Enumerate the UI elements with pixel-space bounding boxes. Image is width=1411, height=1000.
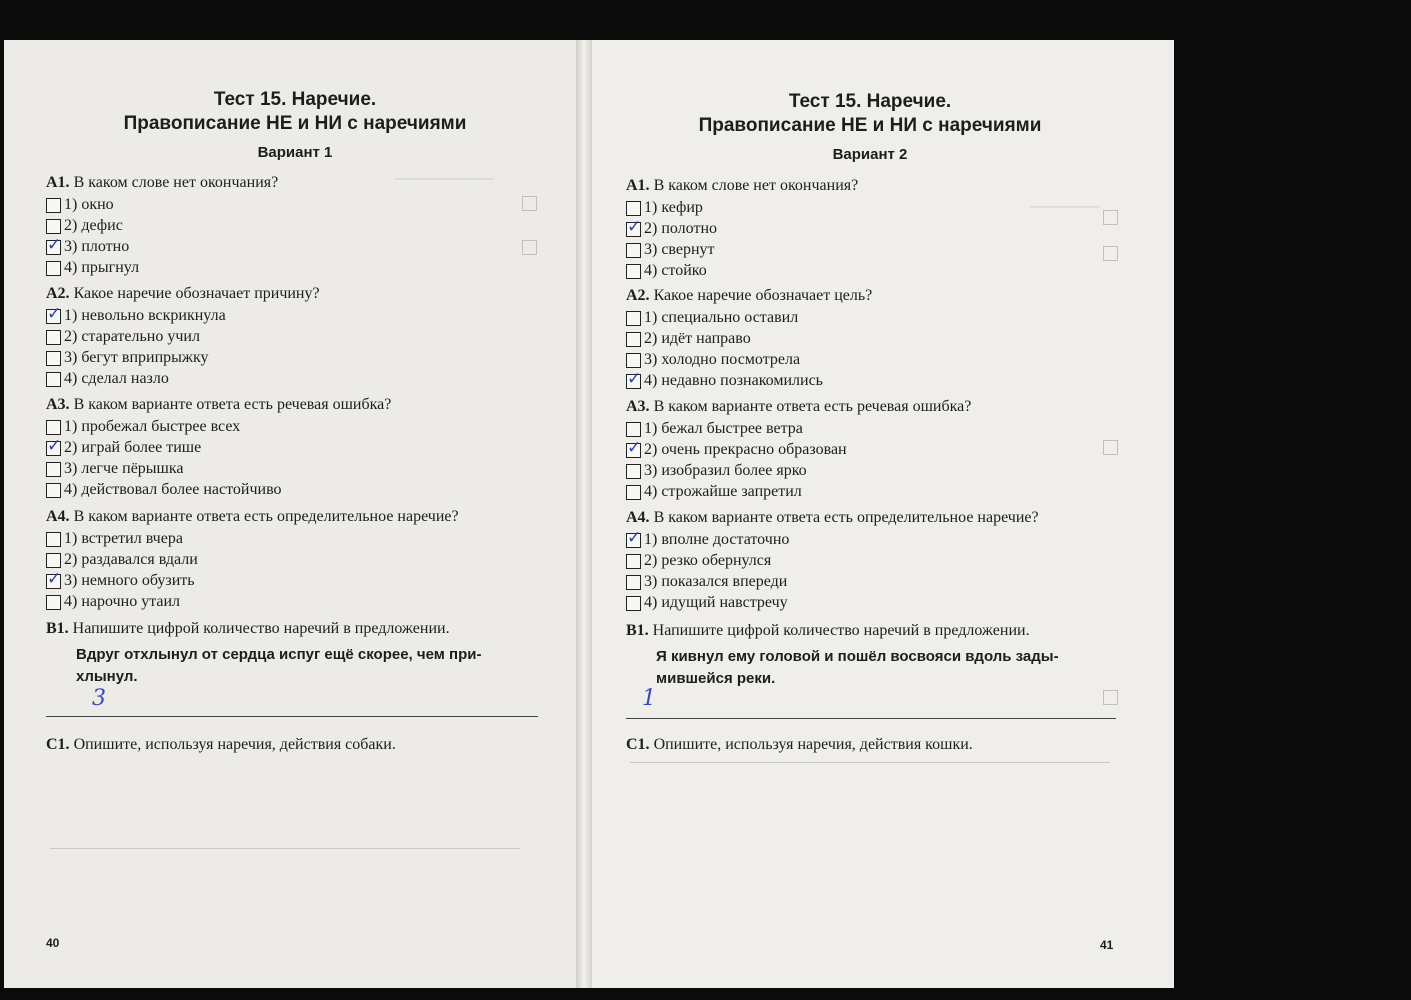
option-label: 4) идущий навстречу bbox=[644, 594, 788, 611]
answer-option[interactable] bbox=[46, 328, 200, 346]
answer-option[interactable] bbox=[46, 439, 201, 457]
checkbox[interactable] bbox=[46, 483, 61, 498]
answer-option[interactable] bbox=[626, 420, 803, 438]
answer-option[interactable] bbox=[626, 531, 789, 549]
option-label: 1) встретил вчера bbox=[64, 530, 183, 547]
checkbox[interactable] bbox=[626, 243, 641, 258]
option-label: 2) полотно bbox=[644, 220, 718, 237]
answer-option[interactable] bbox=[626, 573, 787, 591]
bleed-through-box bbox=[522, 196, 537, 211]
option-label: 3) изобразил более ярко bbox=[644, 462, 807, 479]
answer-option[interactable] bbox=[46, 593, 180, 611]
checkbox[interactable] bbox=[46, 553, 61, 568]
answer-option[interactable] bbox=[46, 217, 123, 235]
answer-option[interactable] bbox=[46, 481, 282, 499]
page-number: 41 bbox=[1100, 938, 1114, 952]
option-label: 2) очень прекрасно образован bbox=[644, 441, 847, 458]
question-3: А3. В каком варианте ответа есть речевая ошибка? bbox=[626, 398, 972, 415]
option-label: 3) бегут вприпрыжку bbox=[64, 349, 209, 366]
question-2: А2. Какое наречие обозначает причину? bbox=[46, 285, 320, 302]
question-c1: С1. Опишите, используя наречия, действия собаки. bbox=[46, 736, 396, 753]
question-1: А1. В каком слове нет окончания? bbox=[46, 174, 279, 191]
checkbox[interactable] bbox=[46, 261, 61, 276]
question-b1: В1. Напишите цифрой количество наречий в предложении. bbox=[46, 620, 450, 637]
checkbox[interactable] bbox=[626, 575, 641, 590]
checkbox[interactable] bbox=[626, 264, 641, 279]
checkbox[interactable] bbox=[626, 422, 641, 437]
answer-option[interactable] bbox=[626, 220, 717, 238]
book-spine bbox=[576, 40, 592, 988]
b1-sentence: Вдруг отхлынул от сердца испуг ещё скорее, чем при- хлынул. bbox=[76, 646, 482, 685]
option-label: 4) недавно познакомились bbox=[644, 372, 823, 389]
answer-option[interactable] bbox=[46, 238, 129, 256]
option-label: 1) невольно вскрикнула bbox=[64, 307, 226, 324]
handwritten-answer: 1 bbox=[642, 686, 656, 711]
checked-checkbox[interactable] bbox=[46, 240, 61, 255]
checked-checkbox[interactable] bbox=[46, 309, 61, 324]
answer-option[interactable] bbox=[46, 349, 209, 367]
option-label: 4) строжайше запретил bbox=[644, 483, 802, 500]
answer-option[interactable] bbox=[626, 441, 847, 459]
answer-option[interactable] bbox=[626, 309, 798, 327]
answer-option[interactable] bbox=[46, 460, 184, 478]
option-label: 1) вполне достаточно bbox=[644, 531, 790, 548]
variant-label: Вариант 2 bbox=[832, 146, 908, 163]
option-label: 2) старательно учил bbox=[64, 328, 200, 345]
checked-checkbox[interactable] bbox=[626, 443, 641, 458]
handwritten-answer: 3 bbox=[92, 686, 106, 711]
checkbox[interactable] bbox=[46, 595, 61, 610]
bleed-through-box bbox=[1103, 440, 1118, 455]
checkbox[interactable] bbox=[46, 198, 61, 213]
pencil-line bbox=[630, 762, 1110, 763]
option-label: 4) прыгнул bbox=[64, 259, 140, 276]
answer-option[interactable] bbox=[626, 330, 751, 348]
option-label: 4) стойко bbox=[644, 262, 707, 279]
answer-option[interactable] bbox=[46, 196, 114, 214]
question-4: А4. В каком варианте ответа есть определительное наречие? bbox=[46, 508, 459, 525]
checked-checkbox[interactable] bbox=[626, 374, 641, 389]
checkbox[interactable] bbox=[626, 311, 641, 326]
variant-label: Вариант 1 bbox=[257, 144, 333, 161]
answer-option[interactable] bbox=[626, 483, 802, 501]
answer-line bbox=[626, 718, 1116, 719]
option-label: 2) раздавался вдали bbox=[64, 551, 198, 568]
checked-checkbox[interactable] bbox=[46, 574, 61, 589]
option-label: 3) плотно bbox=[64, 238, 130, 255]
option-label: 1) кефир bbox=[644, 199, 703, 216]
question-4: А4. В каком варианте ответа есть определительное наречие? bbox=[626, 509, 1039, 526]
option-label: 1) бежал быстрее ветра bbox=[644, 420, 803, 437]
answer-option[interactable] bbox=[46, 259, 139, 277]
option-label: 3) свернут bbox=[644, 241, 715, 258]
checked-checkbox[interactable] bbox=[46, 441, 61, 456]
option-label: 4) действовал более настойчиво bbox=[64, 481, 282, 498]
checkbox[interactable] bbox=[46, 462, 61, 477]
checkbox[interactable] bbox=[626, 554, 641, 569]
question-b1: В1. Напишите цифрой количество наречий в предложении. bbox=[626, 622, 1030, 639]
option-label: 2) дефис bbox=[64, 217, 123, 234]
pencil-line bbox=[50, 848, 520, 849]
b1-sentence: Я кивнул ему головой и пошёл восвояси вдоль зады- мившейся реки. bbox=[656, 648, 1059, 687]
bleed-through-box bbox=[1103, 246, 1118, 261]
answer-option[interactable] bbox=[46, 551, 198, 569]
answer-option[interactable] bbox=[46, 370, 169, 388]
answer-option[interactable] bbox=[626, 241, 715, 259]
bleed-through-box bbox=[522, 240, 537, 255]
checkbox[interactable] bbox=[46, 420, 61, 435]
option-label: 2) резко обернулся bbox=[644, 552, 772, 569]
option-label: 3) немного обузить bbox=[64, 572, 195, 589]
option-label: 4) сделал назло bbox=[64, 370, 169, 387]
answer-option[interactable] bbox=[626, 199, 703, 217]
checkbox[interactable] bbox=[626, 332, 641, 347]
checkbox[interactable] bbox=[46, 532, 61, 547]
answer-option[interactable] bbox=[46, 418, 240, 436]
option-label: 2) играй более тише bbox=[64, 439, 202, 456]
checkbox[interactable] bbox=[626, 201, 641, 216]
checkbox[interactable] bbox=[46, 219, 61, 234]
page-title: Тест 15. Наречие. Правописание НЕ и НИ с наречиями bbox=[123, 89, 467, 134]
checkbox[interactable] bbox=[46, 330, 61, 345]
question-c1: С1. Опишите, используя наречия, действия кошки. bbox=[626, 736, 973, 753]
option-label: 1) специально оставил bbox=[644, 309, 799, 326]
answer-option[interactable] bbox=[46, 572, 195, 590]
checkbox[interactable] bbox=[46, 351, 61, 366]
option-label: 2) идёт направо bbox=[644, 330, 751, 347]
bleed-through-box bbox=[1103, 210, 1118, 225]
answer-option[interactable] bbox=[626, 372, 823, 390]
checked-checkbox[interactable] bbox=[626, 222, 641, 237]
question-2: А2. Какое наречие обозначает цель? bbox=[626, 287, 873, 304]
answer-option[interactable] bbox=[626, 552, 771, 570]
checkbox[interactable] bbox=[626, 485, 641, 500]
bleed-through-text: ─────── bbox=[1030, 200, 1100, 215]
option-label: 3) легче пёрышка bbox=[64, 460, 184, 477]
option-label: 1) окно bbox=[64, 196, 114, 213]
answer-option[interactable] bbox=[626, 462, 807, 480]
option-label: 3) показался впереди bbox=[644, 573, 788, 590]
question-1: А1. В каком слове нет окончания? bbox=[626, 177, 859, 194]
checkbox[interactable] bbox=[626, 353, 641, 368]
answer-option[interactable] bbox=[626, 351, 800, 369]
checked-checkbox[interactable] bbox=[626, 533, 641, 548]
checkbox[interactable] bbox=[626, 596, 641, 611]
checkbox[interactable] bbox=[626, 464, 641, 479]
bleed-through-box bbox=[1103, 690, 1118, 705]
question-3: А3. В каком варианте ответа есть речевая ошибка? bbox=[46, 396, 392, 413]
checkbox[interactable] bbox=[46, 372, 61, 387]
bleed-through-text: ────────── bbox=[395, 172, 495, 187]
option-label: 1) пробежал быстрее всех bbox=[64, 418, 241, 435]
page-number: 40 bbox=[46, 936, 60, 950]
answer-option[interactable] bbox=[46, 530, 183, 548]
answer-option[interactable] bbox=[626, 594, 788, 612]
option-label: 4) нарочно утаил bbox=[64, 593, 181, 610]
option-label: 3) холодно посмотрела bbox=[644, 351, 801, 368]
answer-option[interactable] bbox=[626, 262, 707, 280]
answer-option[interactable] bbox=[46, 307, 226, 325]
answer-line bbox=[46, 716, 538, 717]
page-title: Тест 15. Наречие. Правописание НЕ и НИ с наречиями bbox=[698, 91, 1042, 136]
